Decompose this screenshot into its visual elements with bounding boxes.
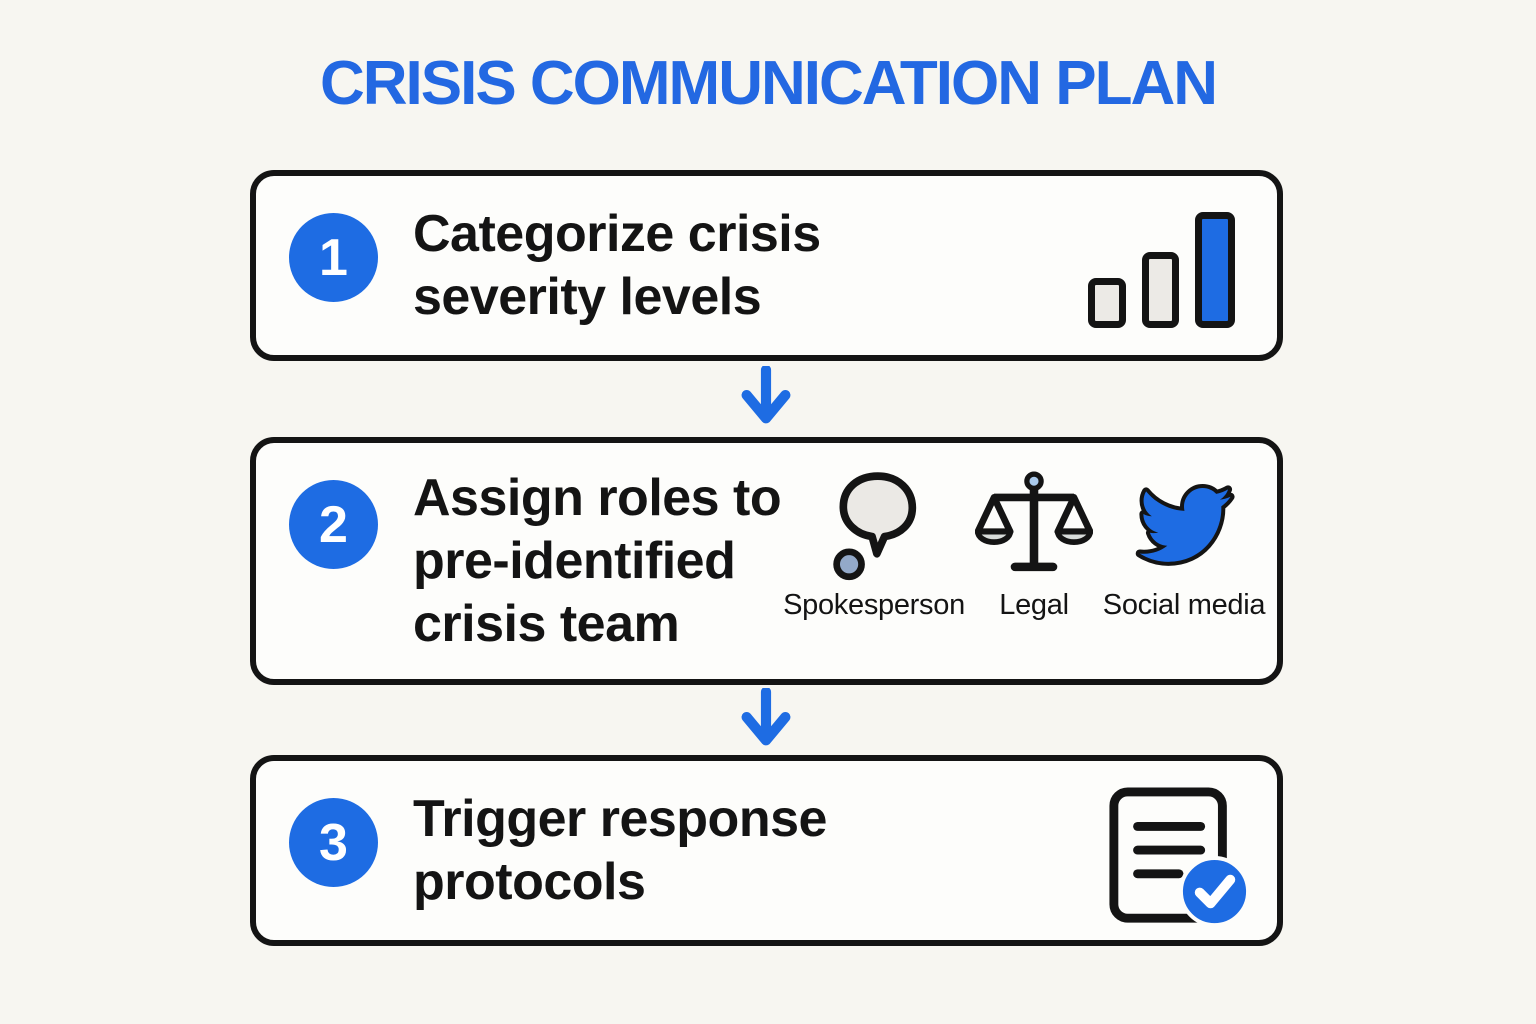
- role-social-media: [1102, 467, 1266, 622]
- down-arrow-icon: [735, 366, 797, 428]
- role-label-legal: Legal: [999, 589, 1069, 621]
- step-3-number-badge: [289, 798, 378, 887]
- step-3-title-line-1: Trigger response: [413, 789, 827, 848]
- page-title: CRISIS COMMUNICATION PLAN: [319, 49, 1217, 118]
- step-2-number-badge: [289, 480, 378, 569]
- bar-chart-icon: [1088, 212, 1235, 328]
- step-2-title-line-2: pre-identified: [413, 531, 736, 590]
- step-3-title: [413, 788, 827, 914]
- bar-chart-high-bar: [1195, 212, 1235, 328]
- crisis-team-roles-group: [783, 467, 1266, 622]
- step-card-1: [250, 170, 1283, 361]
- role-spokesperson: [785, 467, 963, 622]
- speech-bubble-icon: [828, 467, 920, 583]
- step-3-number: 3: [319, 813, 348, 872]
- step-1-title-line-2: severity levels: [413, 267, 762, 326]
- role-label-spokesperson: Spokesperson: [783, 589, 965, 621]
- step-3-title-line-2: protocols: [413, 852, 646, 911]
- step-2-title: [413, 467, 781, 656]
- step-1-title: [413, 203, 821, 329]
- bar-chart-low-bar: [1088, 278, 1126, 328]
- document-check-icon: [1104, 785, 1252, 936]
- step-card-2: [250, 437, 1283, 685]
- step-1-title-line-1: Categorize crisis: [413, 204, 821, 263]
- step-2-number: 2: [319, 495, 348, 554]
- twitter-bird-icon: [1134, 467, 1234, 583]
- step-2-title-line-1: Assign roles to: [413, 468, 782, 527]
- step-2-title-line-3: crisis team: [413, 594, 680, 653]
- bar-chart-mid-bar: [1142, 252, 1179, 328]
- legal-scales-icon: [975, 467, 1093, 583]
- step-1-number: 1: [319, 228, 348, 287]
- role-legal: [975, 467, 1093, 622]
- step-1-number-badge: [289, 213, 378, 302]
- down-arrow-icon: [735, 688, 797, 750]
- step-card-3: [250, 755, 1283, 946]
- role-label-social-media: Social media: [1102, 589, 1266, 621]
